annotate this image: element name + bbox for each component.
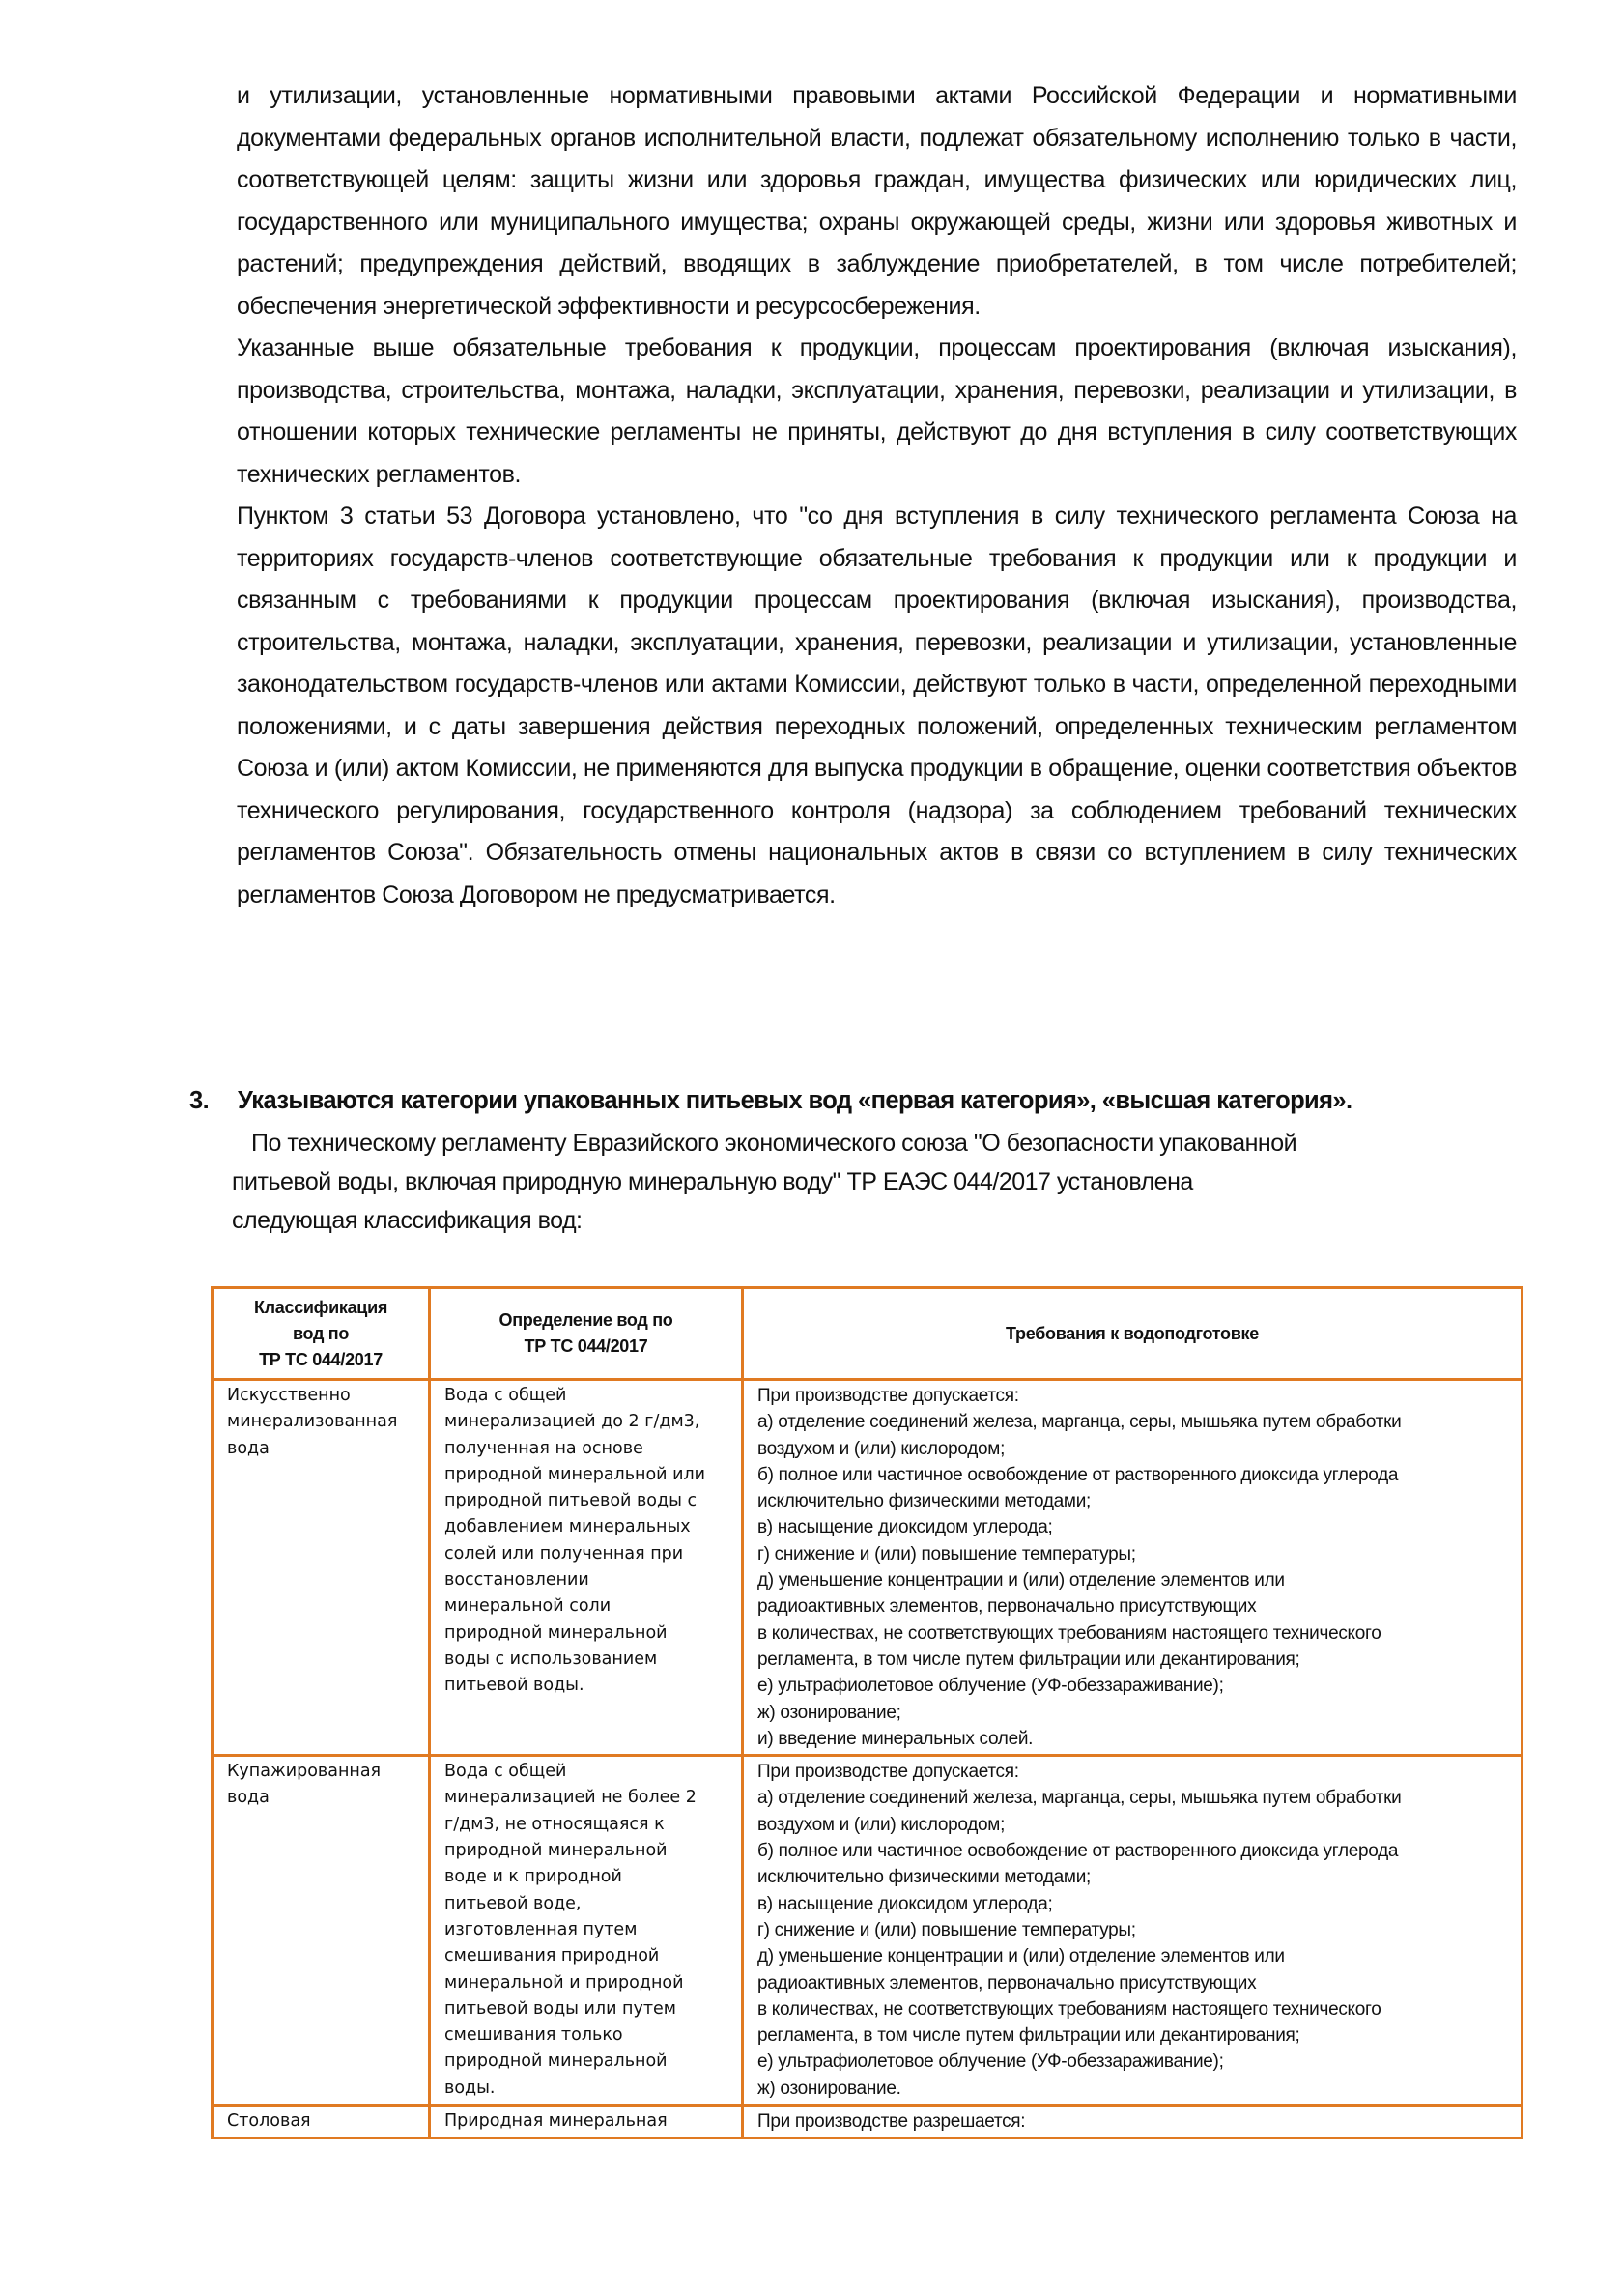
cell-line: питьевой воде, [444, 1893, 582, 1913]
body-text [237, 75, 1517, 916]
cell-line: смешивания природной [444, 1946, 660, 1966]
cell-line: ТР ТС 044/2017 [524, 1336, 648, 1356]
cell-line: ж) озонирование; [757, 1702, 901, 1723]
cell-line: г) снижение и (или) повышение температуры; [757, 1919, 1136, 1940]
cell-line: д) уменьшение концентрации и (или) отделение элементов или [757, 1570, 1285, 1592]
cell-line: в) насыщение диоксидом углерода; [757, 1893, 1053, 1914]
cell-line: питьевой воды или путем [444, 1998, 677, 2019]
cell-classification [213, 1756, 430, 2106]
cell-line: вода [227, 1438, 270, 1458]
cell-line: регламента, в том числе путем фильтрации или декантирования; [757, 1649, 1300, 1670]
cell-line: регламента, в том числе путем фильтрации или декантирования; [757, 2025, 1300, 2047]
intro-line: следующая классификация вод: [232, 1207, 583, 1234]
cell-line: добавлением минеральных [444, 1517, 691, 1537]
intro-line: По техническому регламенту Евразийского экономического союза "О безопасности упакованной [251, 1130, 1297, 1157]
cell-line: е) ультрафиолетовое облучение (УФ-обеззараживание); [757, 1676, 1224, 1697]
cell-line: воды с использованием [444, 1649, 658, 1669]
cell-line: минерализацией не более 2 [444, 1788, 697, 1808]
cell-line: Природная минеральная [444, 2111, 668, 2132]
table-row [213, 2106, 1523, 2138]
cell-line: Искусственно [227, 1386, 351, 1405]
cell-line: а) отделение соединений железа, марганца, серы, мышьяка путем обработки [757, 1412, 1402, 1433]
cell-line: радиоактивных элементов, первоначально присутствующих [757, 1972, 1257, 1994]
table-row [213, 1380, 1523, 1756]
header-definition [430, 1288, 743, 1380]
section-title: Указываются категории упакованных питьевых вод «первая категория», «высшая категория». [238, 1087, 1352, 1114]
cell-line: ТР ТС 044/2017 [259, 1349, 383, 1369]
cell-line: природной минеральной [444, 1622, 668, 1643]
cell-line: восстановлении [444, 1570, 589, 1591]
cell-line: в) насыщение диоксидом углерода; [757, 1517, 1053, 1538]
cell-line: полученная на основе [444, 1438, 643, 1458]
cell-line: Требования к водоподготовке [1006, 1323, 1259, 1343]
cell-line: При производстве разрешается: [757, 2111, 1026, 2133]
cell-line: природной минеральной [444, 2052, 668, 2072]
cell-line: д) уменьшение концентрации и (или) отделение элементов или [757, 1946, 1285, 1967]
header-classification [213, 1288, 430, 1380]
cell-line: в количествах, не соответствующих требованиям настоящего технического [757, 1998, 1381, 2020]
header-requirements [743, 1288, 1523, 1380]
cell-line: в количествах, не соответствующих требованиям настоящего технического [757, 1622, 1381, 1644]
paragraph: и утилизации, установленные нормативными правовыми актами Российской Федерации и нормативными документами федеральных органов исполнительной власти, подлежат обязательному исполнению только в части, соответствующей целям: защиты жизни или здоровья граждан, имущества физических или юридических лиц, государственного или муниципального имущества; охраны окружающей среды, жизни или здоровья животных и растений; предупреждения действий, вводящих в заблуждение приобретателей, в том числе потребителей; обеспечения энергетической эффективности и ресурсосбережения. [237, 82, 1517, 320]
cell-line: исключительно физическими методами; [757, 1491, 1091, 1512]
cell-line: вода [227, 1788, 270, 1808]
cell-requirements [743, 1380, 1523, 1756]
cell-line: изготовленная путем [444, 1919, 638, 1939]
paragraph: Указанные выше обязательные требования к продукции, процессам проектирования (включая изыскания), производства, строительства, монтажа, наладки, эксплуатации, хранения, перевозки, реализации и утилизации, в отношении которых технические регламенты не приняты, действуют до дня вступления в силу соответствующих технических регламентов. [237, 334, 1517, 488]
intro-line: питьевой воды, включая природную минеральную воду" ТР ЕАЭС 044/2017 установлена [232, 1168, 1193, 1195]
cell-line: Определение вод по [498, 1310, 673, 1330]
cell-line: г) снижение и (или) повышение температуры; [757, 1543, 1136, 1564]
cell-classification [213, 1380, 430, 1756]
cell-line: радиоактивных элементов, первоначально присутствующих [757, 1596, 1257, 1618]
cell-definition [430, 1756, 743, 2106]
cell-line: смешивания только [444, 2025, 623, 2046]
cell-line: е) ультрафиолетовое облучение (УФ-обеззараживание); [757, 2052, 1224, 2073]
cell-requirements [743, 2106, 1523, 2138]
cell-line: Вода с общей [444, 1762, 567, 1782]
table-row [213, 1756, 1523, 2106]
cell-line: минеральной соли [444, 1596, 612, 1617]
cell-line: исключительно физическими методами; [757, 1867, 1091, 1888]
cell-line: Классификация [253, 1297, 388, 1317]
cell-line: а) отделение соединений железа, марганца, серы, мышьяка путем обработки [757, 1788, 1402, 1809]
cell-line: Столовая [227, 2111, 311, 2132]
cell-classification [213, 2106, 430, 2138]
section-heading [189, 1082, 1542, 1119]
paragraph: Пунктом 3 статьи 53 Договора установлено, что "со дня вступления в силу технического регламента Союза на территориях государств-членов соответствующие обязательные требования к продукции или к продукции и связанным с требованиями к продукции процессам проектирования (включая изыскания), производства, строительства, монтажа, наладки, эксплуатации, хранения, перевозки, реализации и утилизации, установленные законодательством государств-членов или актами Комиссии, действуют только в части, определенной переходными положениями, и с даты завершения действия переходных положений, определенных техническим регламентом Союза и (или) актом Комиссии, не применяются для выпуска продукции в обращение, оценки соответствия объектов технического регулирования, государственного контроля (надзора) за соблюдением требований технических регламентов Союза". Обязательность отмены национальных актов в связи со вступлением в силу технических регламентов Союза Договором не предусматривается. [237, 502, 1517, 908]
cell-line: и) введение минеральных солей. [757, 1728, 1034, 1749]
cell-line: воздухом и (или) кислородом; [757, 1438, 1006, 1459]
cell-line: вод по [292, 1323, 350, 1343]
cell-definition [430, 2106, 743, 2138]
cell-line: При производстве допускается: [757, 1386, 1019, 1406]
cell-line: При производстве допускается: [757, 1762, 1019, 1783]
cell-definition [430, 1380, 743, 1756]
cell-line: солей или полученная при [444, 1543, 684, 1564]
cell-line: воды. [444, 2078, 496, 2098]
section-intro [232, 1124, 1517, 1240]
cell-line: г/дм3, не относящаяся к [444, 1814, 665, 1834]
cell-line: Купажированная [227, 1762, 382, 1782]
cell-line: минерализацией до 2 г/дм3, [444, 1412, 700, 1432]
cell-line: природной питьевой воды с [444, 1491, 698, 1511]
cell-line: питьевой воды. [444, 1676, 584, 1696]
cell-line: природной минеральной [444, 1841, 668, 1861]
table-header-row [213, 1288, 1523, 1380]
cell-line: воде и к природной [444, 1867, 622, 1887]
cell-line: воздухом и (или) кислородом; [757, 1814, 1006, 1835]
cell-line: минерализованная [227, 1412, 398, 1432]
cell-line: б) полное или частичное освобождение от растворенного диоксида углерода [757, 1841, 1399, 1862]
cell-line: б) полное или частичное освобождение от растворенного диоксида углерода [757, 1464, 1399, 1485]
cell-line: природной минеральной или [444, 1464, 706, 1484]
cell-requirements [743, 1756, 1523, 2106]
cell-line: Вода с общей [444, 1386, 567, 1405]
cell-line: ж) озонирование. [757, 2078, 901, 2099]
cell-line: минеральной и природной [444, 1972, 684, 1993]
water-classification-table [211, 1286, 1523, 2139]
section-number: 3. [189, 1087, 210, 1114]
